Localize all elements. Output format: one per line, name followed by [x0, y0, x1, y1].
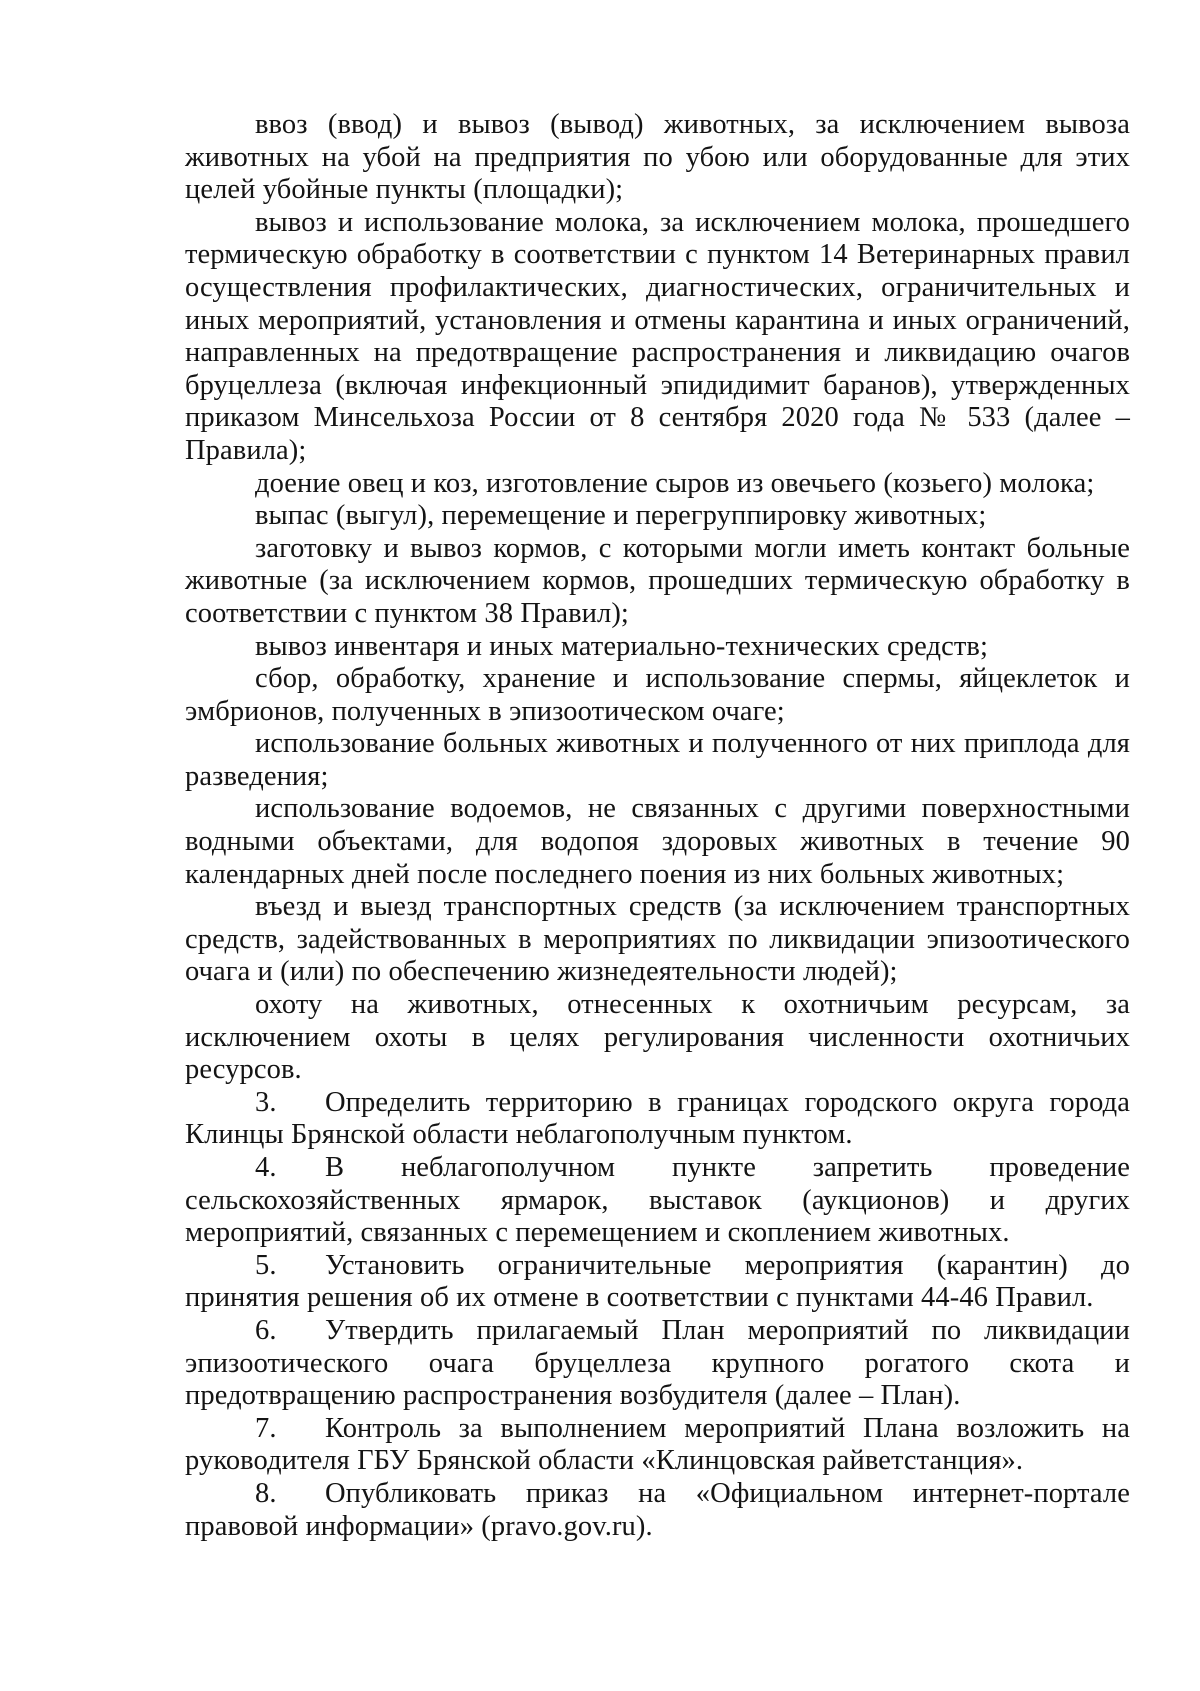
- item-text: Установить ограничительные мероприятия (карантин) до принятия решения об их отмене в соответствии с пунктами 44-46 Правил.: [185, 1249, 1130, 1314]
- item-number: 6.: [255, 1314, 277, 1346]
- item-number: 5.: [255, 1249, 277, 1281]
- item-number: 8.: [255, 1477, 277, 1509]
- item-text: Определить территорию в границах городского округа города Клинцы Брянской области неблагополучным пунктом.: [185, 1086, 1130, 1151]
- item-number: 3.: [255, 1086, 277, 1118]
- item-text: В неблагополучном пункте запретить проведение сельскохозяйственных ярмарок, выставок (аукционов) и других мероприятий, связанных с перемещением и скоплением животных.: [185, 1152, 1130, 1249]
- numbered-item-7: [185, 1413, 1130, 1478]
- numbered-item-6: [185, 1315, 1130, 1413]
- numbered-item-8: [185, 1478, 1130, 1543]
- paragraph-inventory: вывоз инвентаря и иных материально-технических средств;: [255, 630, 988, 662]
- paragraph-import-export: ввоз (ввод) и вывоз (вывод) животных, за исключением вывоза животных на убой на предприятия по убою или оборудованные для этих целей убойные пункты (площадки);: [185, 109, 1130, 206]
- numbered-item-4: [185, 1152, 1130, 1250]
- paragraph-transport: въезд и выезд транспортных средств (за исключением транспортных средств, задействованных в мероприятиях по ликвидации эпизоотического очага и (или) по обеспечению жизнедеятельности людей);: [185, 891, 1130, 988]
- document-body: [185, 109, 1130, 1543]
- item-text: Контроль за выполнением мероприятий Плана возложить на руководителя ГБУ Брянской области «Клинцовская райветстанция».: [185, 1412, 1130, 1477]
- paragraph-water: использование водоемов, не связанных с другими поверхностными водными объектами, для водопоя здоровых животных в течение 90 календарных дней после последнего поения из них больных животных;: [185, 793, 1130, 890]
- paragraph-grazing: выпас (выгул), перемещение и перегруппировку животных;: [255, 500, 987, 532]
- numbered-item-3: [185, 1087, 1130, 1152]
- item-number: 7.: [255, 1412, 277, 1444]
- paragraph-milk: вывоз и использование молока, за исключением молока, прошедшего термическую обработку в соответствии с пунктом 14 Ветеринарных правил осуществления профилактических, диагностических, ограничительных и иных мероприятий, установления и отмены карантина и иных ограничений, направленных на предотвращение распространения и ликвидацию очагов бруцеллеза (включая инфекционный эпидидимит баранов), утвержденных приказом Минсельхоза России от 8 сентября 2020 года № 533 (далее – Правила);: [185, 206, 1130, 466]
- paragraph-milking: доение овец и коз, изготовление сыров из овечьего (козьего) молока;: [255, 467, 1095, 499]
- item-text: Опубликовать приказ на «Официальном интернет-портале правовой информации» (pravo.gov.ru).: [185, 1477, 1130, 1542]
- item-text: Утвердить прилагаемый План мероприятий по ликвидации эпизоотического очага бруцеллеза крупного рогатого скота и предотвращению распространения возбудителя (далее – План).: [185, 1314, 1130, 1412]
- paragraph-hunting: охоту на животных, отнесенных к охотничьим ресурсам, за исключением охоты в целях регулирования численности охотничьих ресурсов.: [185, 989, 1130, 1086]
- numbered-item-5: [185, 1250, 1130, 1315]
- paragraph-feed: заготовку и вывоз кормов, с которыми могли иметь контакт больные животные (за исключением кормов, прошедших термическую обработку в соответствии с пунктом 38 Правил);: [185, 532, 1130, 629]
- paragraph-breeding: использование больных животных и полученного от них приплода для разведения;: [185, 728, 1130, 792]
- item-number: 4.: [255, 1152, 277, 1183]
- paragraph-sperm: сбор, обработку, хранение и использование спермы, яйцеклеток и эмбрионов, полученных в эпизоотическом очаге;: [185, 663, 1130, 727]
